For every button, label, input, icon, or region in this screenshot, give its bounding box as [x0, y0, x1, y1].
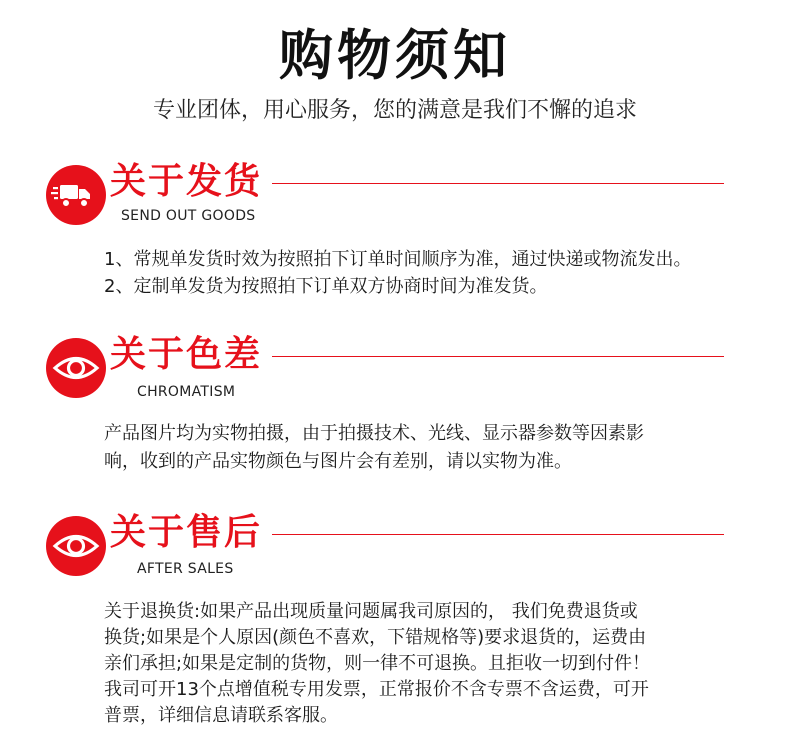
section-line: 1、常规单发货时效为按照拍下订单时间顺序为准，通过快递或物流发出。 [104, 249, 692, 270]
section-divider [272, 356, 724, 357]
delivery-truck-icon [46, 165, 106, 225]
section-divider [272, 534, 724, 535]
section-title: 关于售后 [110, 512, 263, 553]
section-title: 关于发货 [110, 161, 263, 202]
section-line: 响，收到的产品实物颜色与图片会有差别，请以实物为准。 [104, 451, 572, 472]
page-subtitle: 专业团体，用心服务，您的满意是我们不懈的追求 [152, 98, 637, 123]
eye-icon [46, 338, 106, 398]
section-icon-badge [46, 338, 106, 398]
section-subtitle-en: SEND OUT GOODS [121, 208, 256, 224]
section-title: 关于色差 [110, 334, 263, 375]
section-divider [272, 183, 724, 184]
section-line: 关于退换货:如果产品出现质量问题属我司原因的， 我们免费退货或 [104, 601, 638, 622]
section-subtitle-en: AFTER SALES [137, 561, 234, 577]
section-line: 换货;如果是个人原因(颜色不喜欢，下错规格等)要求退货的，运费由 [104, 627, 647, 648]
section-icon-badge [46, 165, 106, 225]
section-line: 我司可开13个点增值税专用发票，正常报价不含专票不含运费，可开 [104, 679, 649, 700]
section-line: 亲们承担;如果是定制的货物，则一律不可退换。且拒收一切到付件！ [104, 653, 651, 674]
section-icon-badge [46, 516, 106, 576]
eye-icon [46, 516, 106, 576]
section-line: 产品图片均为实物拍摄，由于拍摄技术、光线、显示器参数等因素影 [104, 423, 644, 444]
section-line: 普票，详细信息请联系客服。 [104, 705, 338, 726]
page-title: 购物须知 [279, 24, 511, 87]
section-subtitle-en: CHROMATISM [137, 384, 236, 400]
section-line: 2、定制单发货为按照拍下订单双方协商时间为准发货。 [104, 276, 548, 297]
